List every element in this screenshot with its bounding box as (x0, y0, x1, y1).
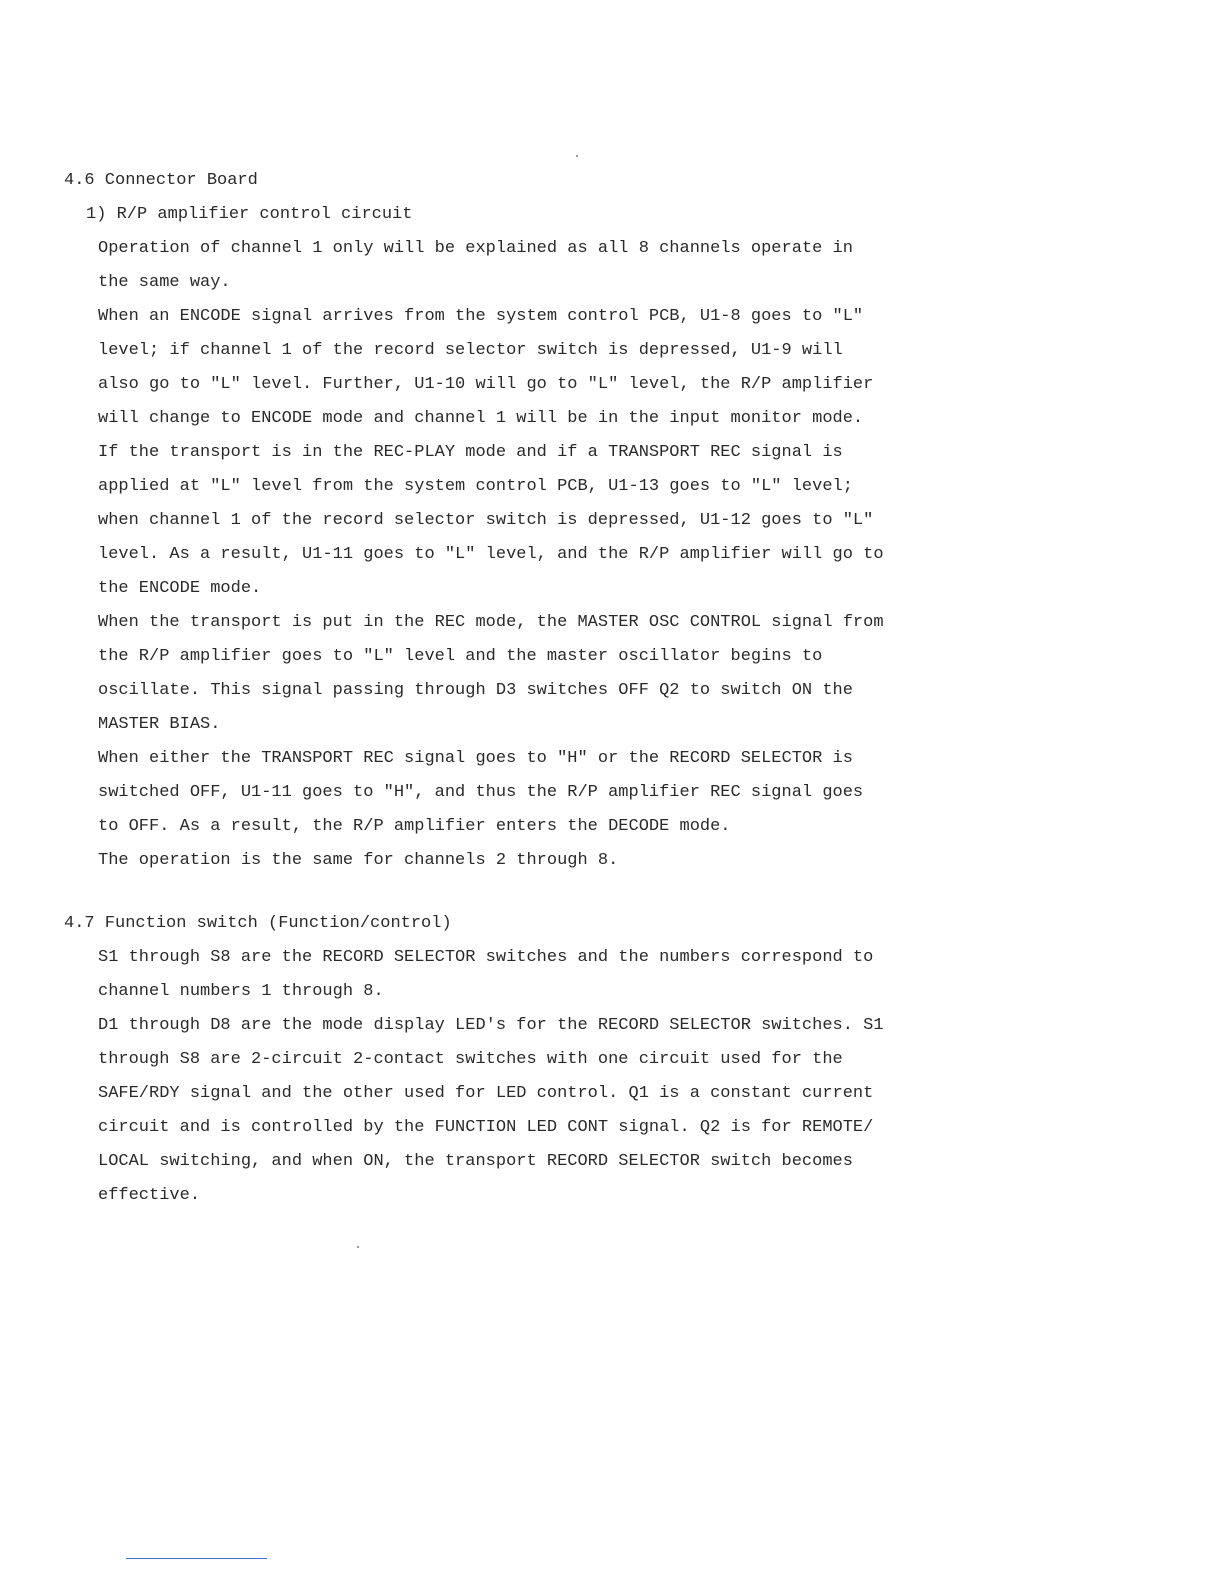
section-4-6-body (98, 232, 978, 878)
paragraph: Operation of channel 1 only will be explained as all 8 channels operate in the same way. (98, 239, 853, 292)
section-4-6-subheading: 1) R/P amplifier control circuit (86, 205, 413, 224)
section-4-6-heading: 4.6 Connector Board (64, 171, 258, 190)
paragraph: If the transport is in the REC-PLAY mode and if a TRANSPORT REC signal is applied at "L" level from the system control PCB, U1-13 goes to "L" level; when channel 1 of the record selector switch is depressed, U1-12 goes to "L" level. As a result, U1-11 goes to "L" level, and the R/P amplifier will go to the ENCODE mode. (98, 443, 884, 598)
section-4-7-heading: 4.7 Function switch (Function/control) (64, 914, 452, 933)
paragraph: S1 through S8 are the RECORD SELECTOR switches and the numbers correspond to channel numbers 1 through 8. (98, 948, 874, 1001)
paragraph: When either the TRANSPORT REC signal goes to "H" or the RECORD SELECTOR is switched OFF, U1-11 goes to "H", and thus the R/P amplifier REC signal goes to OFF. As a result, the R/P amplifier enters the DECODE mode. (98, 749, 864, 836)
footnote-rule (126, 1558, 267, 1559)
section-4-7-body (98, 941, 978, 1213)
scan-speck (357, 1246, 359, 1248)
paragraph: D1 through D8 are the mode display LED's for the RECORD SELECTOR switches. S1 through S8 are 2-circuit 2-contact switches with one circuit used for the SAFE/RDY signal and the other used for LED control. Q1 is a constant current circuit and is controlled by the FUNCTION LED CONT signal. Q2 is for REMOTE/ LOCAL switching, and when ON, the transport RECORD SELECTOR switch becomes effective. (98, 1016, 884, 1205)
scan-speck (576, 155, 578, 157)
paragraph: The operation is the same for channels 2 through 8. (98, 851, 619, 870)
paragraph: When the transport is put in the REC mode, the MASTER OSC CONTROL signal from the R/P amplifier goes to "L" level and the master oscillator begins to oscillate. This signal passing through D3 switches OFF Q2 to switch ON the MASTER BIAS. (98, 613, 884, 734)
paragraph: When an ENCODE signal arrives from the system control PCB, U1-8 goes to "L" level; if channel 1 of the record selector switch is depressed, U1-9 will also go to "L" level. Further, U1-10 will go to "L" level, the R/P amplifier will change to ENCODE mode and channel 1 will be in the input monitor mode. (98, 307, 874, 428)
